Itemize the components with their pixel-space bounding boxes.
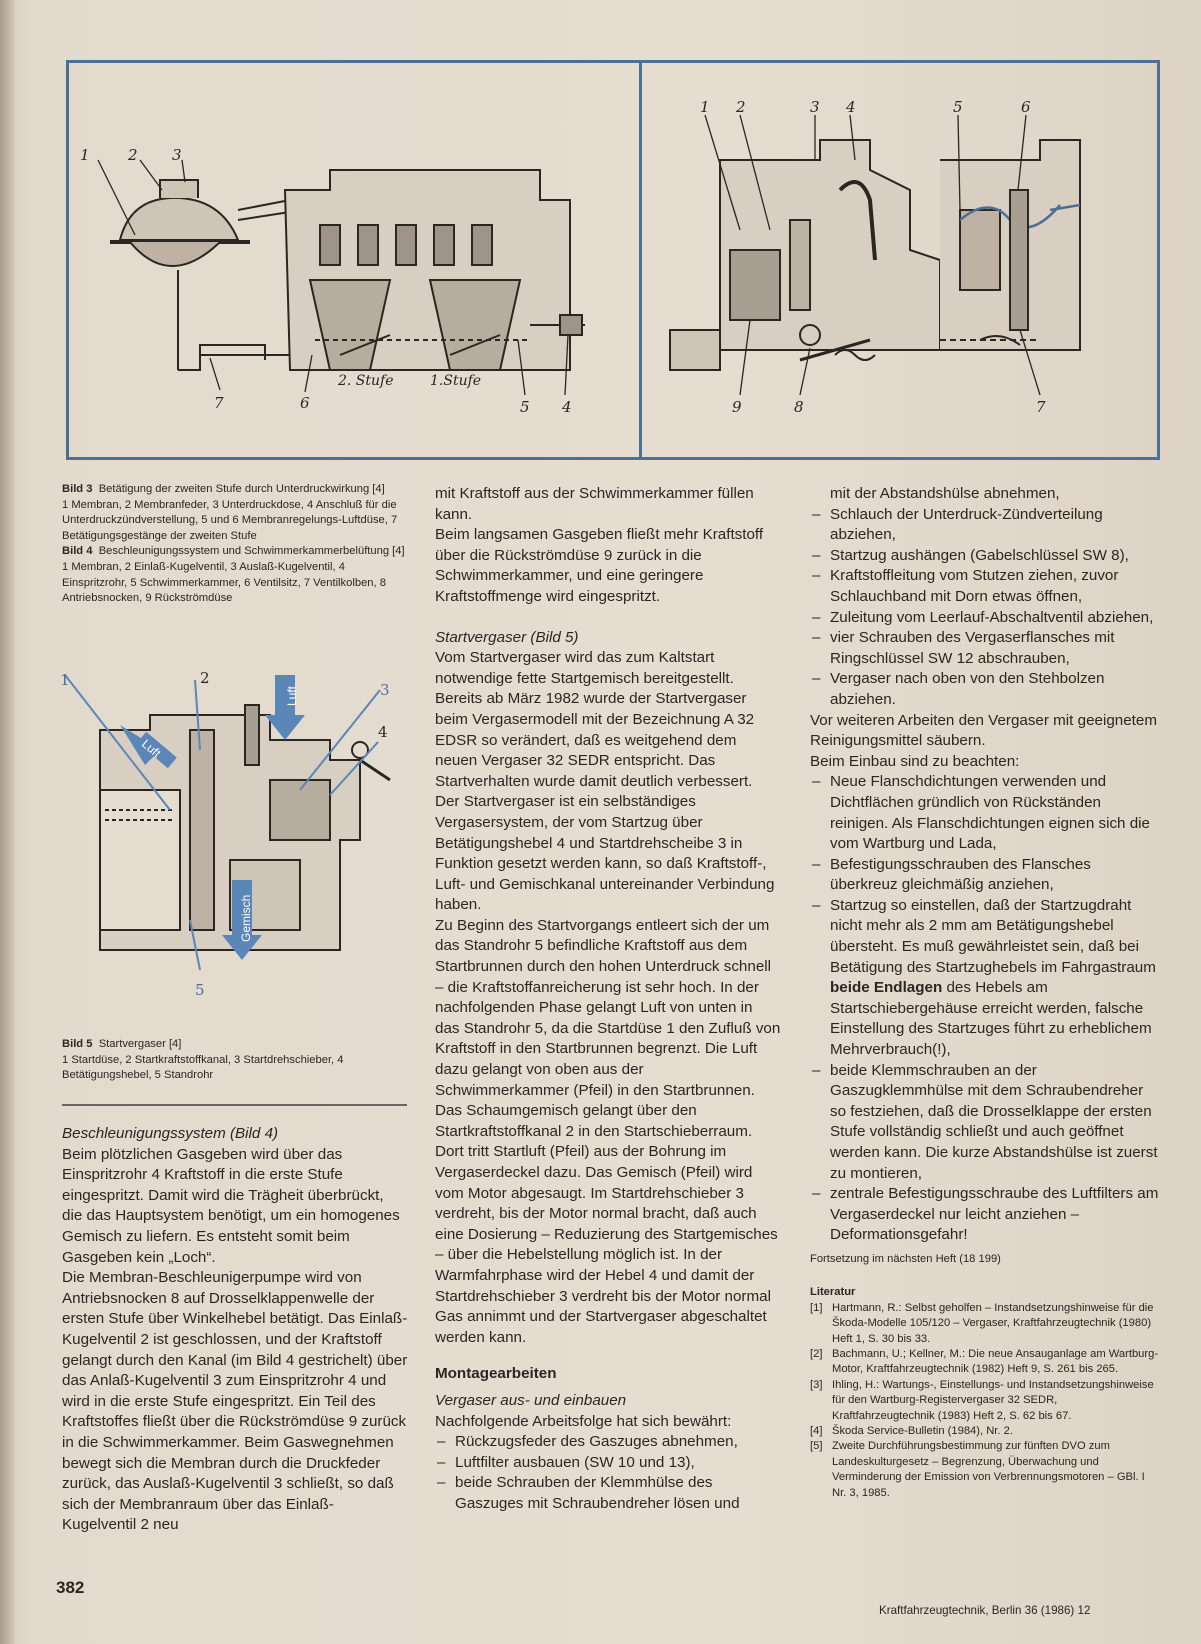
- list-item-emphasis: beide Endlagen: [830, 979, 943, 997]
- bild3-label-5: 5: [520, 398, 530, 416]
- bild3-label-4: 4: [562, 398, 572, 416]
- bild3-caption: [62, 482, 410, 498]
- bild5-label-3: 3: [380, 681, 390, 699]
- col3-paragraph-3: Beim Einbau sind zu beachten:: [810, 752, 1020, 770]
- figure-divider: [639, 60, 642, 460]
- bild4-caption-title: Bild 4: [62, 545, 93, 558]
- heading-montagearbeiten: Montagearbeiten: [435, 1365, 557, 1383]
- bild4-label-7: 7: [1036, 398, 1046, 416]
- list-item: [810, 896, 1160, 1061]
- bild5-legend: 1 Startdüse, 2 Startkraftstoffkanal, 3 Startdrehschieber, 4 Betätigungshebel, 5 Standrohr: [62, 1053, 344, 1082]
- bild3-caption-text: Betätigung der zweiten Stufe durch Unterdruckwirkung [4]: [98, 483, 385, 495]
- literature-number: [4]: [810, 1425, 823, 1438]
- bild5-label-5: 5: [195, 981, 205, 999]
- literature-item: [810, 1439, 1160, 1501]
- bild3-label-3: 3: [172, 146, 182, 164]
- literature-list: [810, 1301, 1160, 1501]
- continuation-note: Fortsetzung im nächsten Heft (18 199): [810, 1252, 1001, 1265]
- bild4-label-2: 2: [736, 98, 746, 116]
- col1-paragraph-1: Beim plötzlichen Gasgeben wird über das Einspritzrohr 4 Kraftstoff in die erste Stufe eingespritzt. Damit wird die Trägheit überbrückt, die das Hauptsystem benötigt, um ein homogenes Gemisch zu liefern. Es entsteht somit beim Gasgeben kein „Loch“.: [62, 1145, 400, 1266]
- bild3-bild4-captions: [62, 482, 410, 607]
- col3-paragraph-1: mit der Abstandshülse abnehmen,: [830, 485, 1060, 502]
- literature-number: [5]: [810, 1440, 823, 1453]
- literature-heading: Literatur: [810, 1286, 856, 1299]
- bild3-label-6: 6: [300, 394, 310, 412]
- literature-item: [810, 1424, 1160, 1439]
- literature-number: [3]: [810, 1378, 823, 1391]
- journal-reference: Kraftfahrzeugtechnik, Berlin 36 (1986) 12: [879, 1604, 1091, 1617]
- bild4-label-6: 6: [1021, 98, 1031, 116]
- heading-beschleunigungssystem: Beschleunigungssystem (Bild 4): [62, 1125, 279, 1142]
- literature-text: Ihling, H.: Wartungs-, Einstellungs- und Instandsetzungshinweise für den Wartburg-Registervergaser 32 SEDR, Kraftfahrzeugtechnik (1983) Heft 2, S. 62 bis 67.: [832, 1378, 1154, 1422]
- col2-paragraph-7: Nachfolgende Arbeitsfolge hat sich bewährt:: [435, 1412, 732, 1430]
- bild3-stage-2-label: 2. Stufe: [338, 373, 394, 389]
- column-rule: [62, 1104, 407, 1106]
- bild3-caption-title: Bild 3: [62, 483, 93, 495]
- bild4-drawing: [660, 100, 1130, 430]
- bild5-caption-block: [62, 1037, 410, 1084]
- list-item-text: Startzug so einstellen, daß der Startzugdraht nicht mehr als 2 mm am Betätigungshebel übersteht. Es muß gewährleistet sein, daß bei Betätigung des Startzughebels im Fahrgastraum: [830, 896, 1156, 976]
- list-item: – Neue Flanschdichtungen verwenden und Dichtflächen gründlich von Rückständen reinigen. Als Flanschdichtungen eignen sich die vom Wartburg und Lada,: [810, 772, 1160, 854]
- bild4-legend: 1 Membran, 2 Einlaß-Kugelventil, 3 Auslaß-Kugelventil, 4 Einspritzrohr, 5 Schwimmerkammer, 6 Ventilsitz, 7 Ventilkolben, 8 Antriebsnocken, 9 Rückströmdüse: [62, 560, 386, 605]
- bild4-label-8: 8: [794, 398, 804, 416]
- bild3-legend: 1 Membran, 2 Membranfeder, 3 Unterdruckdose, 4 Anschluß für die Unterdruckzündverstellung, 5 und 6 Membranregelungs-Luftdüse, 7 Betätigungsgestänge der zweiten Stufe: [62, 498, 398, 542]
- col3-paragraph-2: Vor weiteren Arbeiten den Vergaser mit geeignetem Reinigungsmittel säubern.: [810, 711, 1157, 750]
- list-item-text: des Hebels am Startschiebergehäuse erreicht werden, falsche Einstellung des Startzuges führt zu erheblichem Mehrverbrauch(!),: [830, 979, 1152, 1059]
- col2-paragraph-5: Zu Beginn des Startvorgangs entleert sich der um das Standrohr 5 befindliche Kraftstoff aus dem Startbrunnen durch den hohen Unterdruck schnell – die Kraftstoffanreicherung ist sehr hoch. In der nachfolgenden Phase gelangt Luft von unten in das Standrohr 5, da die Startdüse 1 den Zufluß von Kraftstoff in den Startbrunnen begrenzt. Die Luft dazu gelangt von oben aus der Schwimmerkammer (Pfeil) in den Startbrunnen.: [435, 916, 781, 1099]
- literature-item: [810, 1347, 1160, 1378]
- bild3-label-7: 7: [214, 394, 224, 412]
- bild4-label-4: 4: [846, 98, 856, 116]
- literature-item: [810, 1301, 1160, 1347]
- bild5-flow-label-luft-top: Luft: [285, 685, 299, 706]
- col2-paragraph-1: mit Kraftstoff aus der Schwimmerkammer füllen kann.: [435, 485, 754, 523]
- list-item: – Startzug aushängen (Gabelschlüssel SW 8),: [810, 546, 1160, 567]
- bild4-label-3: 3: [810, 98, 820, 116]
- bild4-label-9: 9: [732, 398, 742, 416]
- list-item: – Kraftstoffleitung vom Stutzen ziehen, zuvor Schlauchband mit Dorn etwas öffnen,: [810, 566, 1160, 607]
- literature-item: [810, 1378, 1160, 1424]
- bild3-drawing: [80, 140, 610, 430]
- bild5-label-4: 4: [378, 723, 388, 741]
- literature-text: Bachmann, U.; Kellner, M.: Die neue Ansauganlage am Wartburg-Motor, Kraftfahrzeugtechnik (1982) Heft 9, S. 261 bis 265.: [832, 1348, 1159, 1376]
- bild4-caption-text: Beschleunigungssystem und Schwimmerkammerbelüftung [4]: [98, 545, 405, 558]
- bild5-drawing: [60, 670, 410, 1025]
- bild5-flow-label-luft-left: Luft: [139, 736, 164, 761]
- bild5-caption: [62, 1037, 410, 1053]
- column-3: [810, 484, 1160, 1501]
- literature-number: [1]: [810, 1301, 823, 1314]
- col1-paragraph-2: Die Membran-Beschleunigerpumpe wird von Antriebsnocken 8 auf Drosselklappenwelle der ersten Stufe über Winkelhebel betätigt. Das Einlaß-Kugelventil 2 ist geschlossen, und der Kraftstoff gelangt durch den Kanal (im Bild 4 gestrichelt) über das Anlaß-Kugelventil 3 zum Einspritzrohr 4 und wird in die erste Stufe eingespritzt. Ein Teil des Kraftstoffes fließt über die Rückströmdüse 9 zurück in die Schwimmerkammer. Beim Gaswegnehmen bewegt sich die Membran durch die Druckfeder zurück, das Auslaß-Kugelventil 3 schließt, so daß sich der Membranraum über das Einlaß-Kugelventil 2 neu: [62, 1269, 408, 1534]
- bild3-stage-1-label: 1.Stufe: [430, 373, 482, 389]
- bild5-label-2: 2: [200, 669, 210, 687]
- list-item: – Zuleitung vom Leerlauf-Abschaltventil abziehen,: [810, 608, 1160, 629]
- bild3-label-1: 1: [80, 146, 90, 164]
- bild5-caption-title: Bild 5: [62, 1038, 93, 1050]
- bild4-caption: [62, 544, 410, 560]
- bild4-label-1: 1: [700, 98, 710, 116]
- col3-removal-list: [810, 505, 1160, 711]
- bild5-flow-label-gemisch: Gemisch: [239, 894, 253, 942]
- col2-paragraph-6: Das Schaumgemisch gelangt über den Startkraftstoffkanal 2 in den Startschieberraum. Dort tritt Startluft (Pfeil) aus der Bohrung im Vergaserdeckel dazu. Das Gemisch (Pfeil) wird vom Motor abgesaugt. Im Startdrehschieber 3 verdreht, bis der Motor normal bracht, daß auch eine Dosierung – Reduzierung des Startgemisches – über die Hebelstellung möglich ist. In der Warmfahrphase wird der Hebel 4 und damit der Startdrehschieber 3 verdreht bis der Motor normal Gas annimmt und der Startvergaser abgeschaltet werden kann.: [435, 1102, 778, 1346]
- bild3-label-2: 2: [128, 146, 138, 164]
- heading-vergaser-aus-einbauen: Vergaser aus- und einbauen: [435, 1391, 627, 1409]
- column-1: [62, 1124, 408, 1536]
- col2-paragraph-2: Beim langsamen Gasgeben fließt mehr Kraftstoff über die Rückströmdüse 9 zurück in die Schwimmerkammer, und eine geringere Kraftstoffmenge wird eingespritzt.: [435, 526, 764, 605]
- heading-startvergaser: Startvergaser (Bild 5): [435, 628, 579, 646]
- col3-installation-list: [810, 772, 1160, 1246]
- page-number: 382: [56, 1578, 85, 1597]
- bild5-label-1: 1: [60, 671, 70, 689]
- column-2: [435, 484, 781, 1515]
- literature-text: Škoda Service-Bulletin (1984), Nr. 2.: [832, 1425, 1013, 1438]
- col2-paragraph-3: Vom Startvergaser wird das zum Kaltstart notwendige fette Startgemisch bereitgestellt. Bereits ab März 1982 wurde der Startvergaser beim Vergasermodell mit der Bezeichnung A 32 EDSR so verändert, daß es weitgehend dem neuen Vergaser 32 SEDR entspricht. Das Startverhalten wurde damit deutlich verbessert.: [435, 649, 755, 790]
- bild4-label-5: 5: [953, 98, 963, 116]
- list-item: – vier Schrauben des Vergaserflansches mit Ringschlüssel SW 12 abschrauben,: [810, 628, 1160, 669]
- col2-paragraph-4: Der Startvergaser ist ein selbständiges Vergasersystem, der vom Startzug über Betätigungshebel 4 und Startdrehscheibe 3 in Funktion gesetzt werden kann, so daß Kraftstoff-, Luft- und Gemischkanal untereinander Verbindung haben.: [435, 793, 775, 914]
- literature-text: Hartmann, R.: Selbst geholfen – Instandsetzungshinweise für die Škoda-Modelle 105/120 – Vergaser, Kraftfahrzeugtechnik (1980) Heft 1, S. 30 bis 33.: [832, 1301, 1154, 1345]
- list-item: – Vergaser nach oben von den Stehbolzen abziehen.: [810, 669, 1160, 710]
- literature-text: Zweite Durchführungsbestimmung zur fünften DVO zum Landeskulturgesetz – Begrenzung, Überwachung und Verminderung der Emission von Verbrennungsmotoren – GBl. I Nr. 3, 1985.: [832, 1440, 1145, 1499]
- page-edge: [0, 0, 14, 1644]
- list-item: – Befestigungsschrauben des Flansches überkreuz gleichmäßig anziehen,: [810, 855, 1160, 896]
- bild5-caption-text: Startvergaser [4]: [98, 1038, 182, 1050]
- list-item: – Luftfilter ausbauen (SW 10 und 13),: [435, 1453, 781, 1474]
- list-item: – Rückzugsfeder des Gaszuges abnehmen,: [435, 1432, 781, 1453]
- list-item: – beide Klemmschrauben an der Gaszugklemmhülse mit dem Schraubendreher so festziehen, daß die Drosselklappe der ersten Stufe vollständig schließt und auch geöffnet werden kann. Die kurze Abstandshülse ist zuerst zu montieren,: [810, 1061, 1160, 1185]
- list-item: – zentrale Befestigungsschraube des Luftfilters am Vergaserdeckel nur leicht anziehen – Deformationsgefahr!: [810, 1184, 1160, 1246]
- list-item: – Schlauch der Unterdruck-Zündverteilung abziehen,: [810, 505, 1160, 546]
- list-item: – beide Schrauben der Klemmhülse des Gaszuges mit Schraubendreher lösen und: [435, 1473, 781, 1514]
- literature-number: [2]: [810, 1348, 823, 1360]
- col2-steps-list: [435, 1432, 781, 1514]
